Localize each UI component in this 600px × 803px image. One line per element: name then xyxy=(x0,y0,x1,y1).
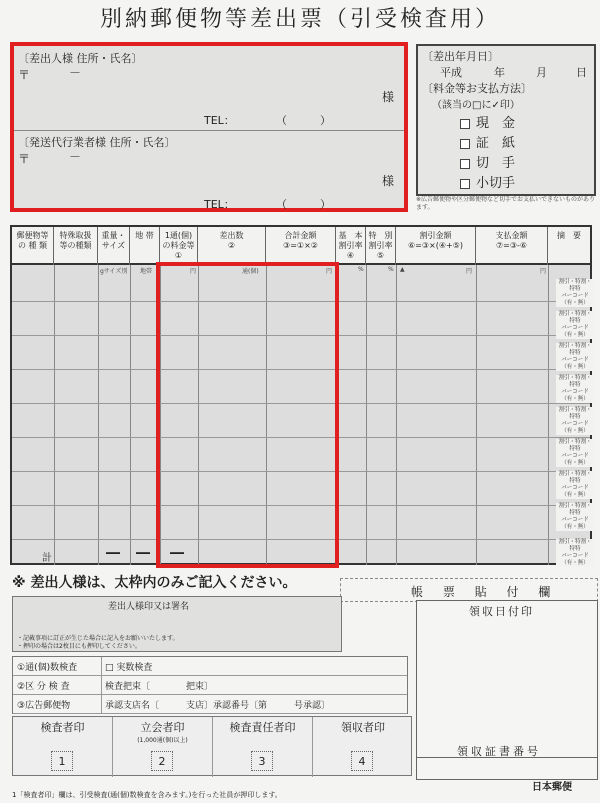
agent-tel-label: TEL： xyxy=(204,198,235,211)
check-row[interactable] xyxy=(13,676,407,695)
stamp-number: 2 xyxy=(151,751,173,771)
check-sep xyxy=(101,695,102,714)
unit-zone: 地帯 xyxy=(140,268,153,275)
unit-pct-2: % xyxy=(388,266,394,273)
checkbox-icon[interactable] xyxy=(460,179,470,189)
col-base-discount: 基 本 割引率 ④ xyxy=(336,227,366,265)
col-special-type: 特殊取扱 等の種類 xyxy=(54,227,98,265)
unit-yen-2: 円 xyxy=(326,268,333,275)
inspection-manager-stamp-label: 検査責任者印 xyxy=(229,721,296,734)
stamp-number: 3 xyxy=(251,751,273,771)
required-entry-frame xyxy=(156,262,339,568)
stamp-number: 1 xyxy=(51,751,73,771)
unit-yen-3: 円 xyxy=(466,268,473,275)
unit-yen-4: 円 xyxy=(540,268,547,275)
japan-post-logo: 日本郵便 xyxy=(532,782,572,793)
sender-zip-dash: － xyxy=(69,66,82,80)
checkbox-icon[interactable] xyxy=(460,139,470,149)
inspection-stamps xyxy=(12,716,412,776)
date-label: 〔差出年月日〕 xyxy=(422,50,499,63)
check-row[interactable] xyxy=(13,695,407,714)
check-value: 承認支店名〔 支店〕承認番号〔第 号承認〕 xyxy=(105,701,331,711)
check-table xyxy=(12,656,408,714)
remarks-cell[interactable]: 割引・特割・特特 バーコード （有・無） xyxy=(556,311,594,339)
sender-sama: 様 xyxy=(381,90,394,104)
grid-vline xyxy=(130,265,131,565)
receipt-box xyxy=(416,600,598,780)
inspector-stamp-label: 検査者印 xyxy=(40,721,85,734)
col-pay-amount: 支払金額 ⑦=③-⑥ xyxy=(476,227,548,265)
sender-divider xyxy=(14,130,404,131)
month-label[interactable]: 月 xyxy=(536,66,547,79)
unit-size: gサイズ別 xyxy=(100,268,128,275)
remarks-cell[interactable]: 割引・特割・特特 バーコード （有・無） xyxy=(556,439,594,467)
remarks-cell[interactable]: 割引・特割・特特 バーコード （有・無） xyxy=(556,407,594,435)
year-label[interactable]: 年 xyxy=(494,66,505,79)
col-remarks: 摘 要 xyxy=(557,231,581,240)
grid-header xyxy=(12,227,590,265)
pay-option-stamp-paper[interactable]: 証 紙 xyxy=(460,132,515,151)
receiver-stamp[interactable] xyxy=(313,717,413,777)
grid-vline xyxy=(366,265,367,565)
col-discount-amount: 割引金額 ⑥=③×(④+⑤) xyxy=(396,227,476,265)
total-dash: ― xyxy=(170,545,184,561)
col-special-discount: 特 別 割引率 ⑤ xyxy=(366,227,396,265)
witness-stamp[interactable] xyxy=(113,717,213,777)
unit-count: 通(個) xyxy=(242,268,259,275)
remarks-cell[interactable]: 割引・特割・特特 バーコード （有・無） xyxy=(556,279,594,307)
col-total-amount: 合計金額 ③=①×② xyxy=(266,227,336,265)
grid-vline xyxy=(396,265,397,565)
grid-vline xyxy=(54,265,55,565)
witness-stamp-label: 立会者印 xyxy=(140,721,185,734)
checkbox-icon[interactable] xyxy=(460,119,470,129)
stamp-area-label: 帳 票 貼 付 欄 xyxy=(411,585,559,599)
receipt-date-stamp-label: 領収日付印 xyxy=(469,605,534,618)
remarks-cell[interactable]: 割引・特割・特特 バーコード （有・無） xyxy=(556,503,594,531)
col-weight-size: 重量・ サイズ xyxy=(98,227,130,265)
check-value: 検査把束〔 把束〕 xyxy=(105,682,214,692)
col-unit-price: 1通(個) の料金等 ① xyxy=(160,227,198,265)
check-row[interactable] xyxy=(13,657,407,676)
inspector-stamp[interactable] xyxy=(13,717,113,777)
signature-box[interactable] xyxy=(12,596,342,652)
total-label: 計 xyxy=(42,553,52,564)
sender-label: 〔差出人様 住所・氏名〕 xyxy=(18,52,143,65)
stamp-area xyxy=(340,578,598,602)
sender-address-box[interactable] xyxy=(10,42,408,212)
agent-sama: 様 xyxy=(381,174,394,188)
stamp-number: 4 xyxy=(351,751,373,771)
check-value: □ 実数検査 xyxy=(105,663,153,673)
payment-note: ※広告郵便物や区分郵便物など切手でお支払いできないものがあります。 xyxy=(416,196,596,211)
receipt-number-label: 領収証書番号 xyxy=(457,745,541,758)
remarks-cell[interactable]: 割引・特割・特特 バーコード （有・無） xyxy=(556,539,594,567)
witness-stamp-sub: (1,000通(個)以上) xyxy=(137,737,188,744)
remarks-cell[interactable]: 割引・特割・特特 バーコード （有・無） xyxy=(556,375,594,403)
sender-zip-mark: 〒 xyxy=(18,68,31,82)
check-sep xyxy=(101,657,102,676)
unit-triangle: ▲ xyxy=(400,266,405,273)
col-count: 差出数 ② xyxy=(198,227,266,265)
footer-note: 1「検査者印」欄は、引受検査(通(個)数検査を含みます。)を行った社員が押印します。 xyxy=(12,791,282,799)
agent-tel-paren: （ ） xyxy=(276,198,331,211)
grid-vline xyxy=(476,265,477,565)
total-dash: ― xyxy=(136,545,150,561)
signature-note-1: ・記載事項に訂正が生じた場合に記入をお願いいたします。 xyxy=(17,635,179,642)
check-sep xyxy=(101,676,102,695)
era-label: 平成 xyxy=(440,66,462,79)
signature-note-2: ・押印の場合は2枚目にも押印してください。 xyxy=(17,643,141,650)
col-mail-type: 郵便物等 の 種 類 xyxy=(12,227,54,265)
check-key: ①通(個)数検査 xyxy=(17,663,78,673)
unit-pct-1: % xyxy=(358,266,364,273)
remarks-cell[interactable]: 割引・特割・特特 バーコード （有・無） xyxy=(556,471,594,499)
checkbox-icon[interactable] xyxy=(460,159,470,169)
grid-vline xyxy=(98,265,99,565)
grid-vline xyxy=(548,265,549,565)
agent-zip-mark: 〒 xyxy=(18,152,31,166)
receiver-stamp-label: 領収者印 xyxy=(341,721,385,734)
agent-label: 〔発送代行業者様 住所・氏名〕 xyxy=(18,136,176,149)
unit-yen-1: 円 xyxy=(190,268,197,275)
pay-method-label: 〔料金等お支払方法〕 xyxy=(422,82,532,95)
total-dash: ― xyxy=(106,545,120,561)
pay-option-cash[interactable]: 現 金 xyxy=(460,112,515,131)
sender-tel-label: TEL： xyxy=(204,114,235,127)
col-zone: 地 帯 xyxy=(130,227,160,265)
pay-hint: （該当の□に✓印） xyxy=(432,100,520,111)
pay-option-check[interactable]: 小切手 xyxy=(460,172,515,191)
receipt-divider xyxy=(417,757,597,758)
day-label[interactable]: 日 xyxy=(576,66,587,79)
check-key: ②区 分 検 査 xyxy=(17,682,70,692)
pay-option-postage[interactable]: 切 手 xyxy=(460,152,515,171)
form-title: 別納郵便物等差出票（引受検査用） xyxy=(99,7,500,32)
date-payment-box xyxy=(416,44,596,196)
signature-title: 差出人様印又は署名 xyxy=(108,602,190,612)
remarks-cell[interactable]: 割引・特割・特特 バーコード （有・無） xyxy=(556,343,594,371)
inspection-manager-stamp[interactable] xyxy=(213,717,313,777)
check-key: ③広告郵便物 xyxy=(17,701,71,711)
notice-text: ※ 差出人様は、太枠内のみご記入ください。 xyxy=(12,575,297,591)
agent-zip-dash: － xyxy=(69,150,82,164)
sender-tel-paren: （ ） xyxy=(276,114,331,127)
